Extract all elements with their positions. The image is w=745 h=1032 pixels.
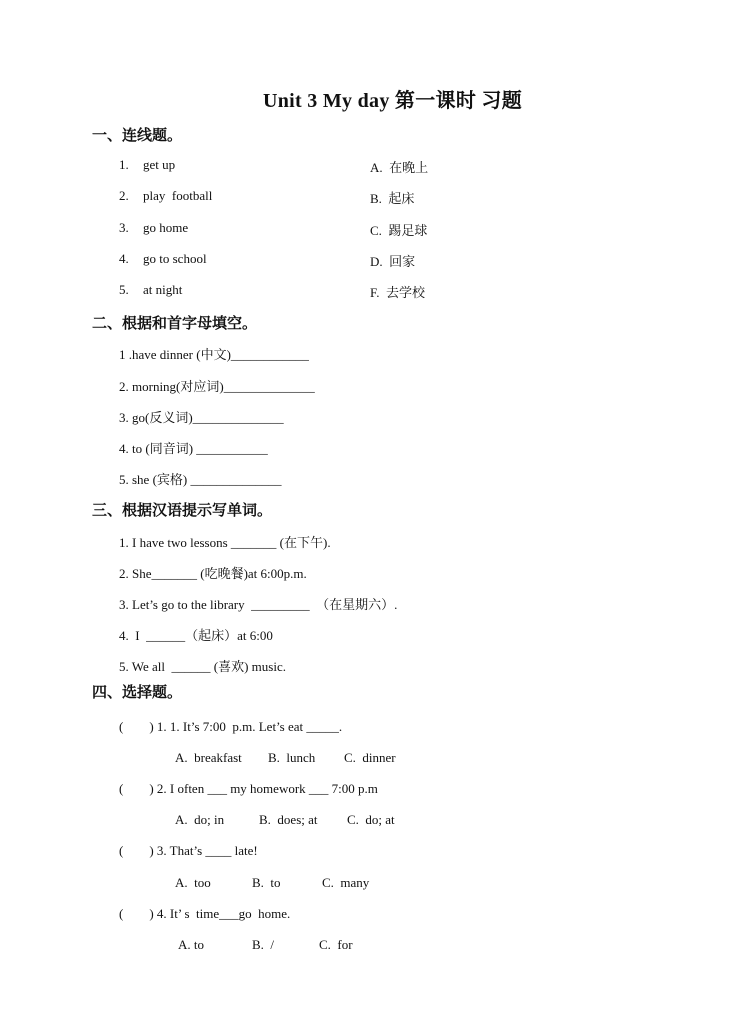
word-writing-item: 4. I ______（起床）at 6:00 xyxy=(119,628,273,643)
fill-in-item: 4. to (同音词) ___________ xyxy=(119,441,268,456)
match-left-number: 4. xyxy=(119,251,129,266)
section-2-heading: 二、根据和首字母填空。 xyxy=(92,316,258,332)
choice-option: A. breakfast xyxy=(175,750,242,765)
match-right-item: A. 在晚上 xyxy=(370,160,429,175)
match-left-number: 5. xyxy=(119,282,129,297)
choice-option: B. / xyxy=(252,937,275,952)
match-left-number: 2. xyxy=(119,188,129,203)
fill-in-item: 3. go(反义词)______________ xyxy=(119,410,284,425)
choice-option: B. to xyxy=(252,875,281,890)
choice-option: B. does; at xyxy=(259,812,318,827)
match-right-item: B. 起床 xyxy=(370,191,415,206)
choice-option: A. do; in xyxy=(175,812,225,827)
match-left-item: get up xyxy=(143,157,176,172)
choice-option: A. to xyxy=(178,937,204,952)
match-left-item: at night xyxy=(143,282,183,297)
page-title: Unit 3 My day 第一课时 习题 xyxy=(262,90,523,112)
fill-in-item: 2. morning(对应词)______________ xyxy=(119,379,315,394)
choice-question: ( ) 3. That’s ____ late! xyxy=(119,843,258,858)
match-left-item: go home xyxy=(143,220,189,235)
word-writing-item: 2. She_______ (吃晚餐)at 6:00p.m. xyxy=(119,566,307,581)
section-4-heading: 四、选择题。 xyxy=(92,685,183,701)
choice-option: C. many xyxy=(322,875,370,890)
choice-option: C. dinner xyxy=(344,750,396,765)
choice-option: A. too xyxy=(175,875,211,890)
choice-question: ( ) 1. 1. It’s 7:00 p.m. Let’s eat _____. xyxy=(119,719,343,734)
section-1-heading: 一、连线题。 xyxy=(92,128,183,144)
word-writing-item: 1. I have two lessons _______ (在下午). xyxy=(119,535,331,550)
choice-option: B. lunch xyxy=(268,750,316,765)
match-left-number: 1. xyxy=(119,157,129,172)
word-writing-item: 3. Let’s go to the library _________ （在星期六）. xyxy=(119,597,398,612)
word-writing-item: 5. We all ______ (喜欢) music. xyxy=(119,659,286,674)
choice-option: C. for xyxy=(319,937,353,952)
choice-question: ( ) 4. It’ s time___go home. xyxy=(119,906,291,921)
fill-in-item: 1 .have dinner (中文)____________ xyxy=(119,347,309,362)
match-right-item: C. 踢足球 xyxy=(370,223,428,238)
match-left-item: go to school xyxy=(143,251,207,266)
choice-question: ( ) 2. I often ___ my homework ___ 7:00 p.m xyxy=(119,781,378,796)
choice-option: C. do; at xyxy=(347,812,395,827)
fill-in-item: 5. she (宾格) ______________ xyxy=(119,472,282,487)
section-3-heading: 三、根据汉语提示写单词。 xyxy=(92,503,273,519)
match-right-item: D. 回家 xyxy=(370,254,416,269)
match-right-item: F. 去学校 xyxy=(370,285,425,300)
match-left-number: 3. xyxy=(119,220,129,235)
match-left-item: play football xyxy=(143,188,213,203)
